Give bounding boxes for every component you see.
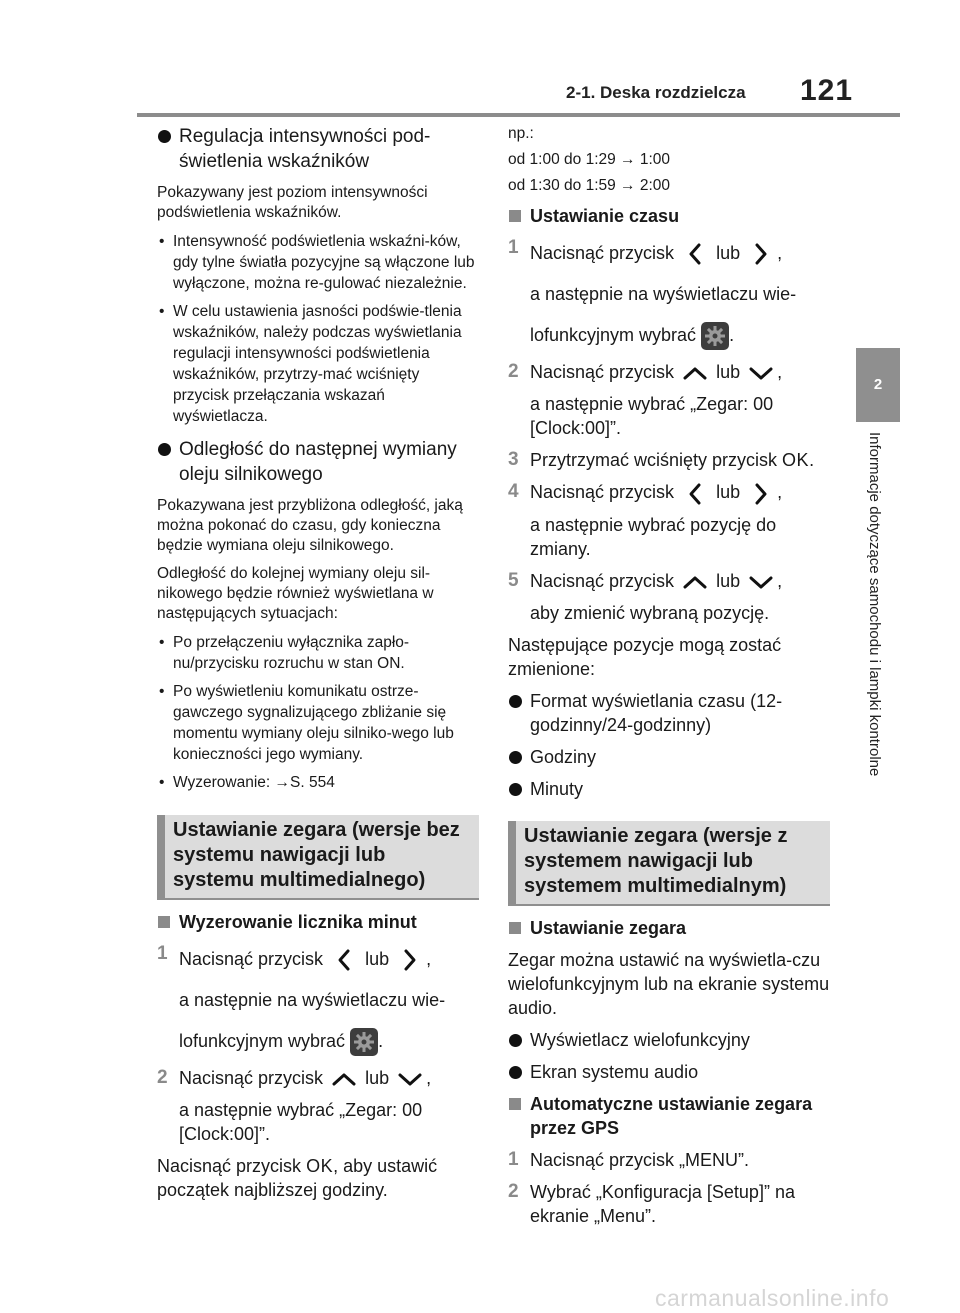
bullet-heading: Odległość do następnej wymiany oleju silnikowego bbox=[157, 437, 479, 487]
chevron-left-icon bbox=[328, 948, 360, 972]
step-text: a następnie wybrać „Zegar: 00 [Clock:00]”. bbox=[179, 1100, 423, 1145]
section-title: Ustawianie czasu bbox=[508, 204, 830, 228]
ok-button-icon: OK bbox=[782, 450, 810, 471]
header-rule bbox=[137, 113, 900, 117]
chevron-up-icon bbox=[679, 361, 711, 385]
step-text: aby zmienić wybraną pozycję. bbox=[530, 602, 770, 623]
chevron-down-icon bbox=[745, 570, 777, 594]
step-number: 5 bbox=[508, 569, 519, 591]
step-text: Nacisnąć przycisk bbox=[530, 570, 675, 591]
step-2 bbox=[157, 1066, 479, 1146]
step-3 bbox=[508, 448, 830, 472]
gear-icon bbox=[350, 1028, 378, 1056]
step-4 bbox=[508, 480, 830, 560]
step-text: lub bbox=[716, 482, 741, 503]
chapter-tab bbox=[856, 348, 900, 422]
step-text: Przytrzymać wciśnięty przycisk bbox=[530, 450, 778, 471]
header-title: 2-1. Deska rozdzielcza bbox=[566, 83, 746, 102]
chevron-left-icon bbox=[679, 482, 711, 506]
section-title: Ustawianie zegara bbox=[508, 916, 830, 940]
step-text: , bbox=[426, 1068, 432, 1088]
chevron-right-icon bbox=[394, 948, 426, 972]
section-title: Automatyczne ustawianie zegara przez GPS bbox=[508, 1092, 830, 1140]
step-text: a następnie na wyświetlaczu wie- bbox=[530, 284, 797, 304]
chevron-down-icon bbox=[394, 1067, 426, 1091]
step-text: , bbox=[777, 570, 783, 591]
step-text: Nacisnąć przycisk bbox=[530, 482, 675, 503]
chevron-up-icon bbox=[328, 1067, 360, 1091]
example-line: od 1:00 do 1:29 → 1:00 bbox=[508, 151, 671, 168]
right-column bbox=[508, 124, 830, 1236]
step-number: 2 bbox=[157, 1067, 168, 1088]
paragraph: Pokazywany jest poziom intensywności podświetlenia wskaźników. bbox=[157, 184, 428, 221]
step-number: 1 bbox=[157, 943, 168, 964]
note-item: • W celu ustawienia jasności podświe-tlenia wskaźników, należy podczas wyświetlania regulacji intensywności podświetlenia wskaźników, przytrzy-mać wciśnięty przycisk przełączania wskazań wyświetlacza. bbox=[157, 301, 479, 427]
step-text: Nacisnąć przycisk „MENU”. bbox=[530, 1149, 750, 1170]
chevron-right-icon bbox=[745, 242, 777, 266]
chevron-left-icon bbox=[679, 242, 711, 266]
note-item: • Po wyświetleniu komunikatu ostrze-gawczego sygnalizującego zbliżanie się momentu wymiany oleju silniko-wego lub konieczności jego wymiany. bbox=[157, 681, 479, 765]
list-item: Minuty bbox=[508, 777, 830, 801]
step-1 bbox=[508, 1148, 830, 1172]
step-5 bbox=[508, 569, 830, 625]
note-item: • Po przełączeniu wyłącznika zapło-nu/przycisku rozruchu w stan ON. bbox=[157, 632, 479, 674]
paragraph: Zegar można ustawić na wyświetla-czu wielofunkcyjnym lub na ekranie systemu audio. bbox=[508, 949, 830, 1018]
left-column bbox=[157, 124, 479, 1210]
paragraph: Pokazywana jest przybliżona odległość, jaką można pokonać do czasu, gdy konieczna będzie wymiana oleju silnikowego. bbox=[157, 497, 463, 554]
chapter-number: 2 bbox=[873, 376, 883, 393]
step-text: , bbox=[426, 949, 432, 969]
list-item: Ekran systemu audio bbox=[508, 1060, 830, 1084]
note-item: • Wyzerowanie: →S. 554 bbox=[157, 772, 479, 793]
step-number: 1 bbox=[508, 1148, 519, 1170]
step-text: Nacisnąć przycisk bbox=[179, 1068, 324, 1088]
step-text: , bbox=[777, 362, 783, 382]
section-title: Wyzerowanie licznika minut bbox=[157, 910, 479, 934]
watermark: carmanualsonline.info bbox=[655, 1285, 890, 1311]
section-box-title: Ustawianie zegara (wersje bez systemu nawigacji lub systemu multimedialnego) bbox=[157, 815, 479, 900]
step-text: Nacisnąć przycisk bbox=[530, 243, 675, 263]
step-text: lub bbox=[716, 570, 741, 591]
chevron-up-icon bbox=[679, 570, 711, 594]
step-number: 2 bbox=[508, 361, 519, 382]
step-text: Nacisnąć przycisk bbox=[179, 949, 324, 969]
step-number: 2 bbox=[508, 1180, 519, 1202]
step-text: lub bbox=[365, 1068, 390, 1088]
list-item: Wyświetlacz wielofunkcyjny bbox=[508, 1028, 830, 1052]
ok-button-icon: OK bbox=[306, 1156, 334, 1177]
step-text: Wybrać „Konfiguracja [Setup]” na ekranie „Menu”. bbox=[530, 1181, 795, 1226]
step-2 bbox=[508, 1180, 830, 1228]
chevron-right-icon bbox=[745, 482, 777, 506]
step-text: lub bbox=[716, 362, 741, 382]
step-text: . bbox=[809, 450, 815, 471]
step-text: lub bbox=[716, 243, 741, 263]
step-1 bbox=[508, 236, 830, 352]
step-number: 1 bbox=[508, 237, 519, 258]
example-label: np.: bbox=[508, 125, 534, 142]
step-1 bbox=[157, 942, 479, 1058]
step-text: , bbox=[777, 243, 783, 263]
example-line: od 1:30 do 1:59 → 2:00 bbox=[508, 177, 671, 194]
step-number: 3 bbox=[508, 449, 519, 471]
step-text: Nacisnąć przycisk bbox=[530, 362, 675, 382]
bullet-heading: Regulacja intensywności pod-świetlenia wskaźników bbox=[157, 124, 479, 174]
step-text: lub bbox=[365, 949, 390, 969]
paragraph: Nacisnąć przycisk bbox=[157, 1156, 302, 1177]
chapter-label: Informacje dotyczące samochodu i lampki kontrolne bbox=[866, 432, 883, 777]
step-text: , bbox=[777, 482, 783, 503]
step-text: . bbox=[378, 1031, 384, 1051]
step-number: 4 bbox=[508, 481, 519, 503]
paragraph: Odległość do kolejnej wymiany oleju sil-nikowego będzie również wyświetlana w następujących sytuacjach: bbox=[157, 565, 434, 622]
chevron-down-icon bbox=[745, 361, 777, 385]
step-text: lofunkcyjnym wybrać bbox=[179, 1031, 346, 1051]
paragraph: Następujące pozycje mogą zostać zmienione: bbox=[508, 634, 782, 679]
step-text: a następnie wybrać „Zegar: 00 [Clock:00]”. bbox=[530, 394, 774, 439]
section-box-title: Ustawianie zegara (wersje z systemem nawigacji lub systemem multimedialnym) bbox=[508, 821, 830, 906]
page-number: 121 bbox=[800, 74, 854, 107]
step-text: lofunkcyjnym wybrać bbox=[530, 325, 697, 345]
step-2 bbox=[508, 360, 830, 440]
step-text: . bbox=[729, 325, 735, 345]
step-text: a następnie wybrać pozycję do zmiany. bbox=[530, 514, 777, 559]
gear-icon bbox=[701, 322, 729, 350]
list-item: Godziny bbox=[508, 745, 830, 769]
step-text: a następnie na wyświetlaczu wie- bbox=[179, 990, 446, 1010]
list-item: Format wyświetlania czasu (12-godzinny/24-godzinny) bbox=[508, 689, 830, 737]
paragraph: , aby ustawić początek najbliższej godziny. bbox=[157, 1156, 438, 1201]
note-item: • Intensywność podświetlenia wskaźni-ków, gdy tylne światła pozycyjne są włączone lub wyłączone, można re-gulować niezależnie. bbox=[157, 231, 479, 294]
